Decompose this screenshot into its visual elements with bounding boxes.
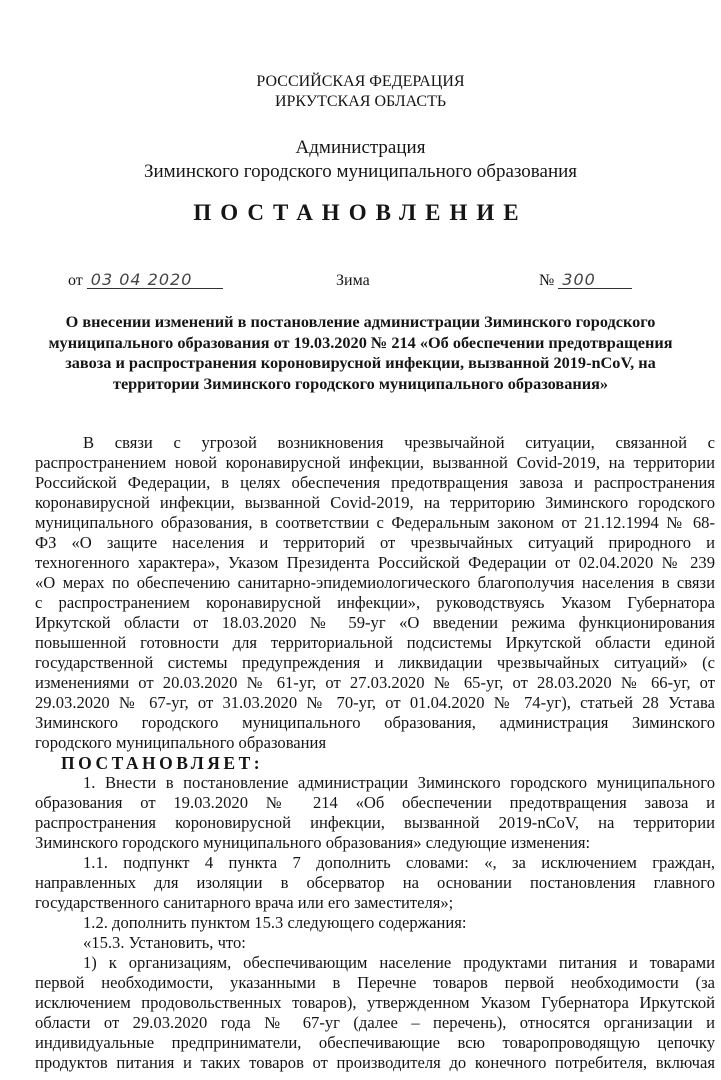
region-name: ИРКУТСКАЯ ОБЛАСТЬ [274, 93, 447, 110]
text-line: изменениями от 20.03.2020 № 61-уг, от 27.03.2020 № 65-уг, от 28.03.2020 № 66-уг, от [35, 673, 715, 692]
date-field [68, 272, 223, 290]
text-line: 29.03.2020 № 67-уг, от 31.03.2020 № 70-уг, от 01.04.2020 № 74-уг), статьей 28 Устава [35, 693, 715, 712]
text-line: муниципального образования, в соответствии с Федеральным законом от 21.12.1994 № 68- [35, 513, 715, 532]
subject-line: территории Зиминского городского муниципального образования» [112, 373, 609, 393]
administration-label: Администрация [295, 137, 426, 158]
text-line: образования от 19.03.2020 № 214 «Об обеспечении предотвращения завоза и [35, 793, 715, 812]
document-body [35, 433, 715, 1073]
text-line: распространения короновирусной инфекции, вызванной 2019-nCoV, на территории [35, 813, 715, 832]
text-line: с распространением коронавирусной инфекции», руководствуясь Указом Губернатора [35, 593, 715, 612]
text-line: 1) к организациям, обеспечивающим население продуктами питания и товарами [83, 953, 715, 972]
text-line: повышенной готовности для территориальной подсистемы Иркутской области единой [35, 633, 715, 652]
document-subject [0, 312, 721, 394]
text-line: техногенного характера», Указом Президента Российской Федерации от 02.04.2020 № 239 [35, 553, 715, 572]
text-line: области от 29.03.2020 года № 67-уг (далее – перечень), относятся организации и [35, 1013, 715, 1032]
handwritten-date: 03 04 2020 [87, 272, 223, 289]
subitem-1-paragraph [35, 953, 715, 1073]
item-1-paragraph [35, 773, 715, 853]
text-line: 1. Внести в постановление администрации Зиминского городского муниципального [83, 773, 715, 792]
text-line: коронавирусной инфекции, вызванной Covid-2019, на территорию Зиминского городского [35, 493, 715, 512]
text-line: городского муниципального образования [35, 733, 327, 752]
text-line: исключением продовольственных товаров), утвержденном Указом Губернатора Иркутской [35, 993, 715, 1012]
item-1-1-paragraph [35, 853, 715, 913]
administration-name: Зиминского городского муниципального образования [143, 161, 578, 182]
number-prefix: № [539, 272, 555, 289]
text-line: В связи с угрозой возникновения чрезвычайной ситуации, связанной с [83, 433, 715, 452]
text-line: «О мерах по обеспечению санитарно-эпидемиологического благополучия населения в связи [35, 573, 715, 592]
city-name: Зима [336, 272, 370, 289]
preamble-paragraph [35, 433, 715, 753]
text-line: Зиминского городского муниципального образования» следующие изменения: [35, 833, 591, 852]
text-line: первой необходимости, указанными в Перечне товаров первой необходимости (за [35, 973, 715, 992]
country-name: РОССИЙСКАЯ ФЕДЕРАЦИЯ [256, 73, 465, 90]
number-field [539, 272, 632, 290]
item-1-2-paragraph: 1.2. дополнить пунктом 15.3 следующего содержания: [83, 913, 467, 932]
subject-line: муниципального образования от 19.03.2020 № 214 «Об обеспечении предотвращения [48, 332, 673, 352]
text-line: распространением новой коронавирусной инфекции, вызванной Covid-2019, на территории [35, 453, 715, 472]
text-line: Зиминского городского муниципального образования, администрация Зиминского [35, 713, 715, 732]
item-15-3-paragraph: «15.3. Установить, что: [83, 933, 246, 952]
resolves-heading: ПОСТАНОВЛЯЕТ: [61, 753, 264, 773]
text-line: Российской Федерации, в целях обеспечения предотвращения завоза и распространения [35, 473, 715, 492]
text-line: 1.1. подпункт 4 пункта 7 дополнить словами: «, за исключением граждан, [83, 853, 715, 872]
subject-line: О внесении изменений в постановление администрации Зиминского городского [65, 312, 656, 331]
date-prefix: от [68, 272, 83, 289]
text-line: государственной системы предупреждения и ликвидации чрезвычайных ситуаций» (с [35, 653, 715, 672]
text-line: ФЗ «О защите населения и территорий от чрезвычайных ситуаций природного и [35, 533, 715, 552]
document-type-title: ПОСТАНОВЛЕНИЕ [193, 200, 528, 225]
text-line: продуктов питания и таких товаров от производителя до конечного потребителя, включая [35, 1053, 715, 1072]
text-line: направленных для изоляции в обсерватор на основании постановления главного [35, 873, 715, 892]
text-line: Иркутской области от 18.03.2020 № 59-уг «О введении режима функционирования [35, 613, 715, 632]
text-line: индивидуальные предприниматели, обеспечивающие всю товаропроводящую цепочку [35, 1033, 715, 1052]
handwritten-number: 300 [558, 272, 632, 289]
subject-line: завоза и распространения короновирусной инфекции, вызванной 2019-nCoV, на [65, 353, 656, 372]
text-line: государственного санитарного врача или его заместителя»; [35, 893, 454, 912]
